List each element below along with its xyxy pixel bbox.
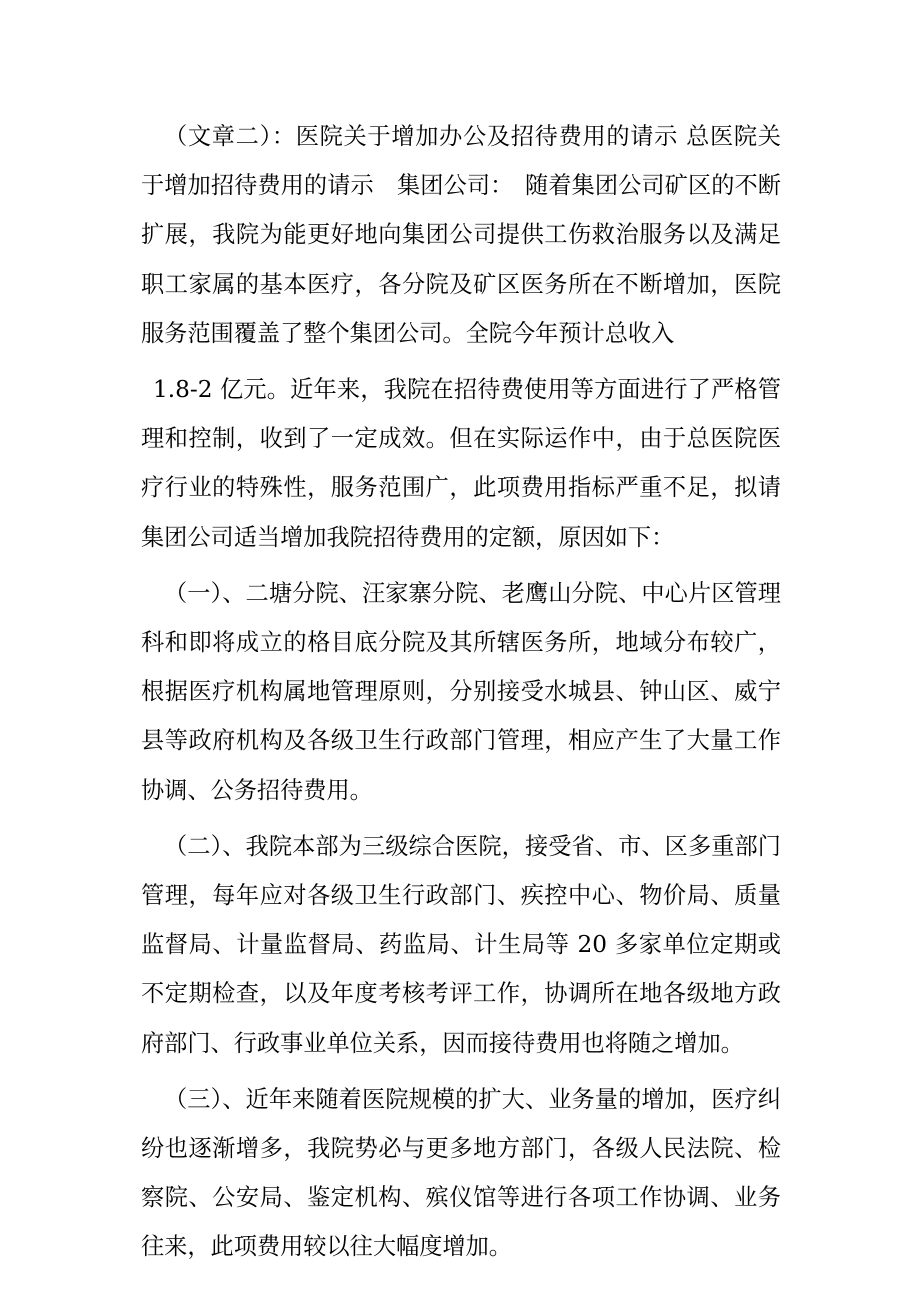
paragraph-reason-1: （一）、二塘分院、汪家寨分院、老鹰山分院、中心片区管理科和即将成立的格目底分院及其所辖医务所，地域分布较广，根据医疗机构属地管理原则，分别接受水城县、钟山区、威宁县等政府机构及各级卫生行政部门管理，相应产生了大量工作协调、公务招待费用。 <box>141 579 781 804</box>
paragraph-reason-2: （二）、我院本部为三级综合医院，接受省、市、区多重部门管理，每年应对各级卫生行政部门、疾控中心、物价局、质量监督局、计量监督局、药监局、计生局等 20 多家单位定期或不定期检查，以及年度考核考评工作，协调所在地各级地方政府部门、行政事业单位关系，因而接待费用也将随之增加。 <box>141 832 781 1057</box>
paragraph-reason-3: （三）、近年来随着医院规模的扩大、业务量的增加，医疗纠纷也逐渐增多，我院势必与更多地方部门，各级人民法院、检察院、公安局、鉴定机构、殡仪馆等进行各项工作协调、业务往来，此项费用较以往大幅度增加。 <box>141 1085 781 1261</box>
document-body <box>141 112 781 1272</box>
paragraph-intro: （文章二）：医院关于增加办公及招待费用的请示 总医院关于增加招待费用的请示 集团公司： 随着集团公司矿区的不断扩展，我院为能更好地向集团公司提供工伤救治服务以及满足职工家属的基本医疗，各分院及矿区医务所在不断增加，医院服务范围覆盖了整个集团公司。全院今年预计总收入 <box>141 123 781 347</box>
paragraph-income: 1.8-2 亿元。近年来，我院在招待费使用等方面进行了严格管理和控制，收到了一定成效。但在实际运作中，由于总医院医疗行业的特殊性，服务范围广，此项费用指标严重不足，拟请集团公司适当增加我院招待费用的定额，原因如下： <box>141 376 781 551</box>
